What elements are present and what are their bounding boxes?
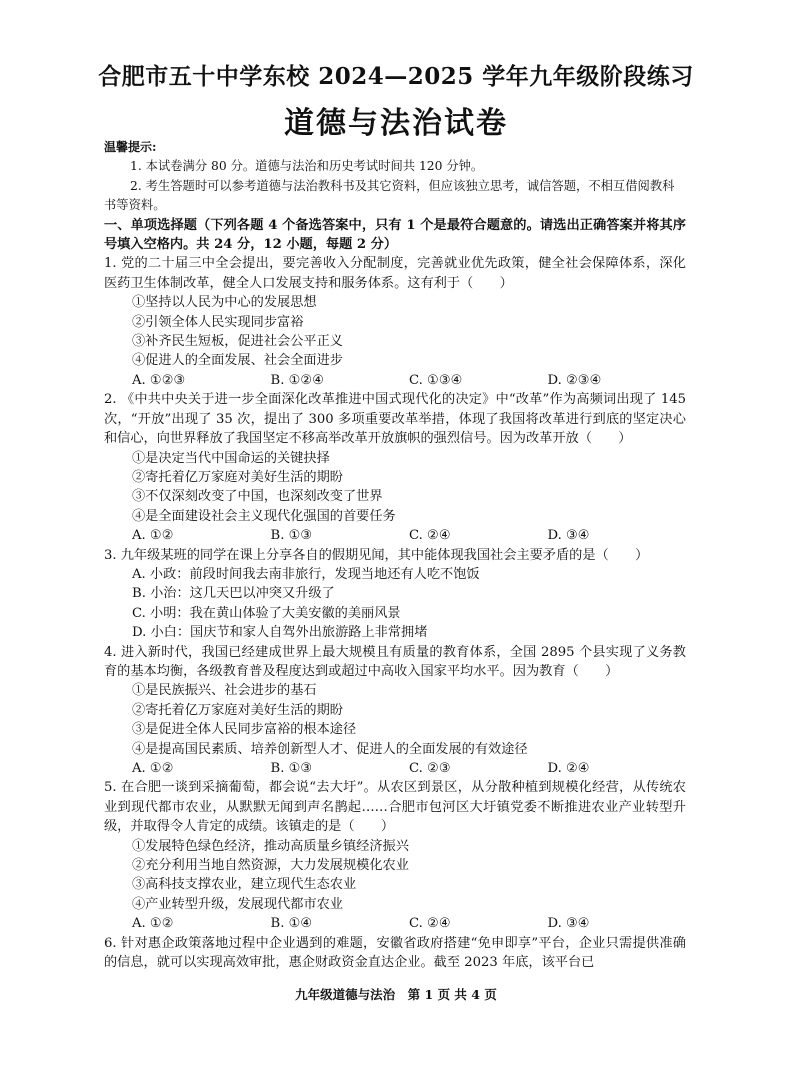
notice-item: 2. 考生答题时可以参考道德与法治教科书及其它资料，但应该独立思考，诚信答题，不相互借阅教科书等资料。 — [104, 178, 675, 213]
option-line: D. 小白：国庆节和家人自驾外出旅游路上非常拥堵 — [132, 625, 428, 641]
option-b: B. ①③ — [270, 761, 313, 776]
question-item: ③是促进全体人民同步富裕的根本途径 — [132, 722, 357, 738]
option-c: C. ②③ — [409, 761, 451, 776]
answer-options — [104, 759, 686, 778]
option-d: D. ②③④ — [547, 372, 602, 388]
question-item: ④是全面建设社会主义现代化强国的首要任务 — [132, 508, 396, 524]
question-item: ④促进人的全面发展、社会全面进步 — [132, 353, 343, 369]
question-item: ①是决定当代中国命运的关键抉择 — [132, 450, 330, 466]
option-a: A. ①② — [132, 916, 174, 932]
question-stem: 1. 党的二十届三中全会提出，要完善收入分配制度，完善就业优先政策，健全社会保障体系，深化医药卫生体制改革，健全人口发展支持和服务体系。这有利于（ ） — [104, 256, 686, 291]
question-item: ③补齐民生短板，促进社会公平正义 — [132, 334, 343, 350]
option-c: C. ②④ — [409, 528, 451, 544]
option-d: D. ③④ — [547, 528, 590, 544]
option-line: C. 小明：我在黄山体验了大美安徽的美丽风景 — [132, 605, 401, 621]
exam-title-school: 合肥市五十中学东校 2024—2025 学年九年级阶段练习 — [98, 63, 694, 90]
option-line: A. 小政：前段时间我去南非旅行，发现当地还有人吃不饱饭 — [132, 566, 480, 582]
question-item: ④产业转型升级，发展现代都市农业 — [132, 896, 343, 912]
question-stem: 2. 《中共中央关于进一步全面深化改革推进中国式现代化的决定》中“改革”作为高频词出现了 145 次，“开放”出现了 35 次，提出了 300 多项重要改革举措，体现了我国将改革进行到底的坚定决心和信心，向世界释放了我国坚定不移高举改革开放旗帜的强烈信号。因为改革开放（ ） — [104, 392, 686, 447]
page-footer: 九年级道德与法治 第 1 页 共 4 页 — [295, 987, 497, 1002]
exam-content — [104, 138, 686, 972]
question-item: ②寄托着亿万家庭对美好生活的期盼 — [132, 702, 343, 718]
answer-options — [104, 526, 686, 545]
option-d: D. ③④ — [547, 916, 590, 932]
question-item: ①坚持以人民为中心的发展思想 — [132, 295, 317, 311]
option-line: B. 小治：这几天巴以冲突又升级了 — [132, 586, 335, 602]
question-item: ②充分利用当地自然资源，大力发展规模化农业 — [132, 858, 409, 874]
section-title: 一、单项选择题（下列各题 4 个备选答案中，只有 1 个是最符合题意的。请选出正确答案并将其序号填入空格内。共 24 分，12 小题，每题 2 分） — [104, 217, 686, 253]
option-a: A. ①②③ — [132, 372, 186, 388]
answer-options — [104, 371, 686, 390]
notice-label: 温馨提示: — [104, 140, 157, 154]
answer-options — [104, 914, 686, 933]
question-stem: 4. 进入新时代，我国已经建成世界上最大规模且有质量的教育体系，全国 2895 个县实现了义务教育的基本均衡，各级教育普及程度达到或超过中高收入国家平均水平。因为教育（ ） — [104, 644, 686, 679]
question-item: ②引领全体人民实现同步富裕 — [132, 314, 304, 330]
question-item: ①发展特色绿色经济，推动高质量乡镇经济振兴 — [132, 838, 409, 854]
question-stem: 3. 九年级某班的同学在课上分享各自的假期见闻，其中能体现我国社会主要矛盾的是（ ） — [104, 547, 649, 563]
question-item: ③高科技支撑农业，建立现代生态农业 — [132, 877, 357, 893]
option-b: B. ①③ — [270, 528, 313, 544]
question-stem: 6. 针对惠企政策落地过程中企业遇到的难题，安徽省政府搭建“免申即享”平台，企业只需提供准确的信息，就可以实现高效审批，惠企财政资金直达企业。截至 2023 年底，该平台已 — [104, 935, 686, 971]
option-a: A. ①② — [132, 528, 174, 544]
option-d: D. ②④ — [547, 761, 590, 776]
option-b: B. ①②④ — [270, 372, 325, 388]
question-item: ②寄托着亿万家庭对美好生活的期盼 — [132, 469, 343, 485]
option-c: C. ①③④ — [409, 372, 463, 388]
exam-title-subject: 道德与法治试卷 — [284, 106, 508, 141]
notice-item: 1. 本试卷满分 80 分。道德与法治和历史考试时间共 120 分钟。 — [130, 159, 484, 174]
question-stem: 5. 在合肥一谈到采摘葡萄，都会说“去大圩”。从农区到景区，从分散种植到规模化经营，从传统农业到现代都市农业，从默默无闻到声名鹊起……合肥市包河区大圩镇党委不断推进农业产业转型升级，并取得令人肯定的成绩。该镇走的是（ ） — [104, 780, 686, 835]
option-c: C. ②④ — [409, 916, 451, 932]
option-a: A. ①② — [132, 761, 174, 776]
question-item: ③不仅深刻改变了中国，也深刻改变了世界 — [132, 489, 383, 505]
option-b: B. ①④ — [270, 916, 313, 932]
question-item: ④是提高国民素质、培养创新型人才、促进人的全面发展的有效途径 — [132, 741, 528, 757]
question-item: ①是民族振兴、社会进步的基石 — [132, 683, 317, 699]
